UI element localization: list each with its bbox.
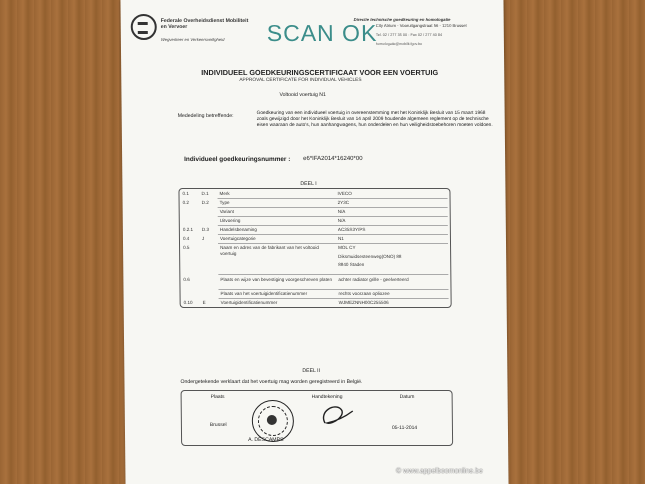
signature-box <box>181 390 454 446</box>
scan-ok-stamp: SCAN OK <box>266 20 378 46</box>
document-subtitle: APPROVAL CERTIFICATE FOR INDIVIDUAL VEHICLES <box>239 78 362 83</box>
part1-title: DEEL I <box>300 181 317 187</box>
message-label: Mededeling betreffende: <box>177 113 234 119</box>
declaration-text: Ondergetekende verklaart dat het voertuig mag worden geregistreerd in België. <box>180 379 363 385</box>
approval-number-label: Individueel goedkeuringsnummer : <box>184 156 291 163</box>
approval-number-value: e6*IFA2014*16240*00 <box>303 156 363 162</box>
signature-header: Handtekening <box>311 394 343 400</box>
phone-line: Tel. 02 / 277 35 00 - Fax 02 / 277 40 84 <box>375 33 443 37</box>
document-title: INDIVIDUEEL GOEDKEURINGSCERTIFICAAT VOOR EEN VOERTUIG <box>201 68 439 77</box>
address-line: City Atrium - Vooruitgangstraat 56 - 1210 Brussel <box>375 23 467 28</box>
handwritten-signature-icon <box>317 401 355 431</box>
place-value: Brussel <box>209 422 227 428</box>
place-header: Plaats <box>210 394 225 400</box>
org-name: Federale Overheidsdienst Mobiliteit en Vervoer <box>160 18 249 30</box>
email-line: homologatie@mobilit.fgov.be <box>375 42 423 46</box>
date-value: 05-11-2014 <box>391 425 418 431</box>
certificate-page <box>120 0 508 484</box>
message-text: Goedkeuring van een individueel voertuig in overeenstemming met het Koninklijk Besluit van 15 maart 1968 zoals gewijzigd door het Koninklijk Besluit van 14 april 2009 houdende algemeen reglement op de technische eisen waaraan de auto's, hun aanhangwagens, hun onderdelen en hun veiligheidstoebehoren moeten voldoen. <box>256 111 493 129</box>
date-header: Datum <box>399 394 415 400</box>
part2-title: DEEL II <box>302 368 321 374</box>
vehicle-category: Voltooid voertuig N1 <box>279 92 326 98</box>
signer-name: A. DESCAMPS <box>248 437 284 443</box>
direction-label: Directie technische goedkeuring en homologatie <box>353 17 451 22</box>
federal-logo-icon <box>131 14 157 40</box>
vehicle-details-table: 0.1 D.1 Merk IVECO 0.2 D.2 Type 2Y3C Variant N/A Uitvoering N/A 0.2.1 D.3 Handelsbenaming AC35S3Y/PS 0.4 J Voertuigcategorie N1 0.5 Naam en adres van de fabrikant van het voltooid voertuig MOL CY Diksmuidsesteenweg(ONO) 88 8840 Staden 0.6 Plaats en wijze van bevestiging voorgeschreven platen achter radiator grille - geelverteerd Plaats van het voertuigidentificatienummer rechts voorzaan opliozee 0.10 E Voertuigidentificatienummer WJMEZNNH00C255506 <box>178 188 451 308</box>
watermark: © www.appelboomonline.be <box>396 468 483 475</box>
org-subtitle: Wegverkeer en Verkeersveiligheid <box>160 37 225 42</box>
official-seal-icon <box>252 400 294 442</box>
